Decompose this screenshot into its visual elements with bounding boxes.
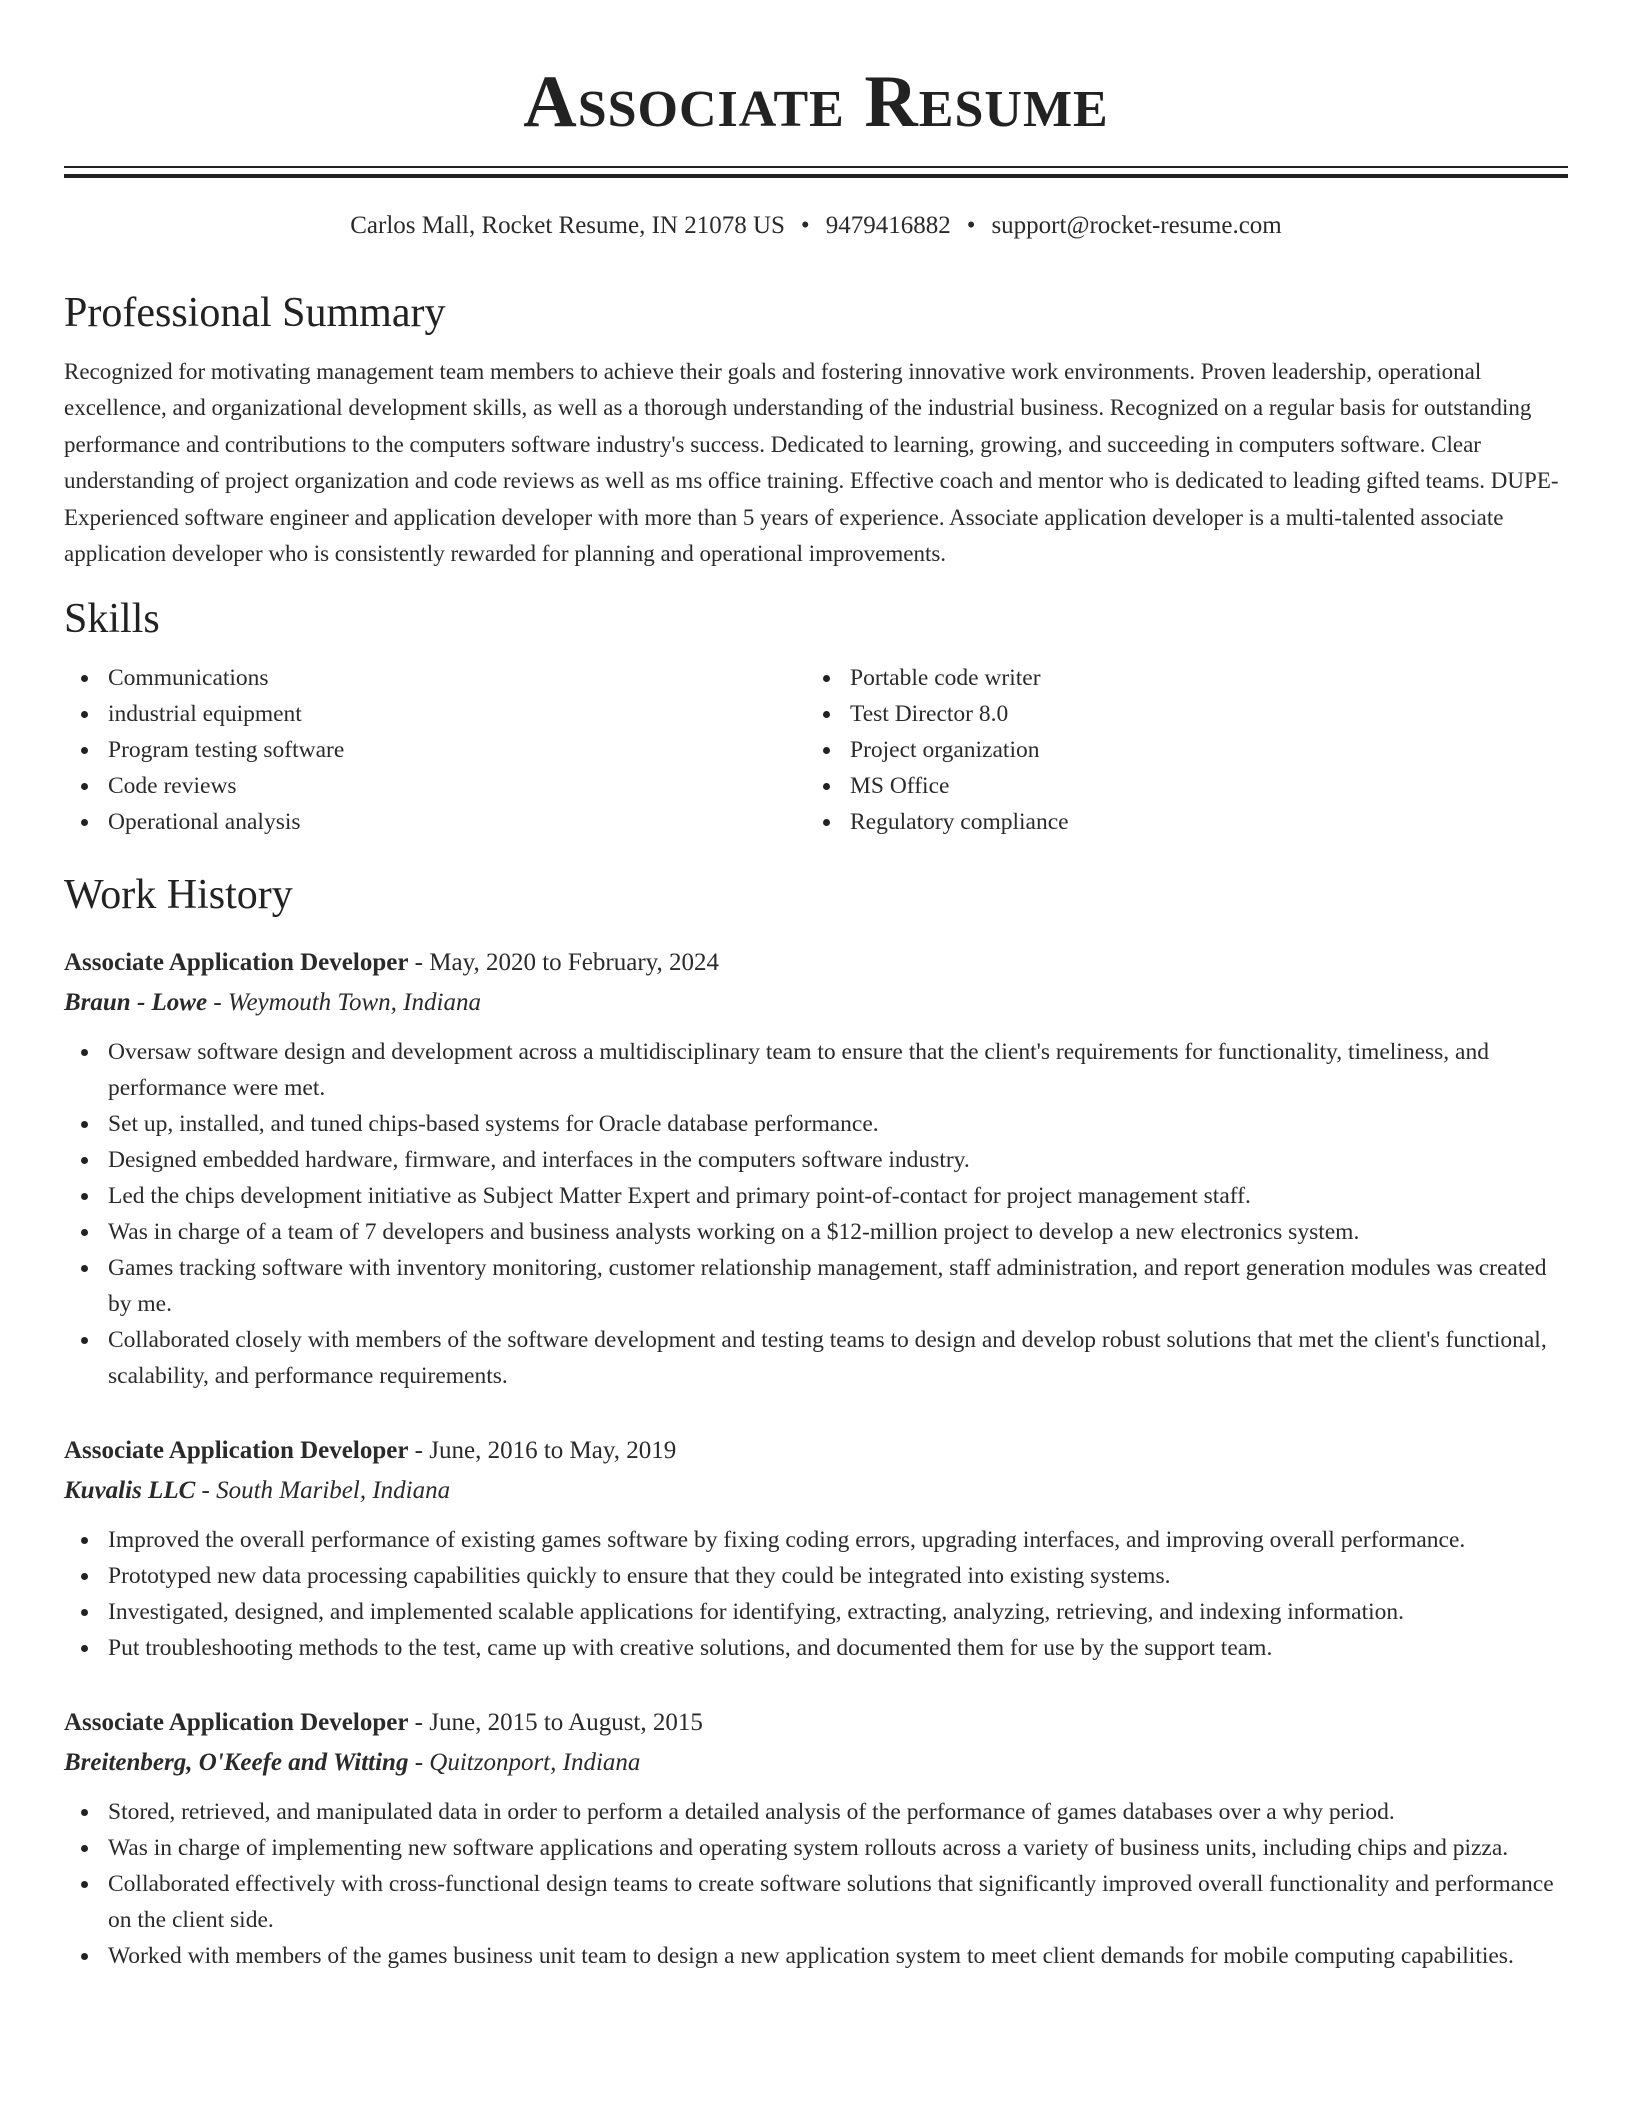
job-company-line	[64, 1472, 1568, 1510]
summary-heading: Professional Summary	[64, 290, 446, 336]
job-bullet: Stored, retrieved, and manipulated data in order to perform a detailed analysis of the performance of games databases over a why period.	[64, 1794, 1568, 1830]
job-bullet: Games tracking software with inventory monitoring, customer relationship management, staff administration, and report generation modules was created by me.	[64, 1250, 1568, 1322]
work-history-heading: Work History	[64, 872, 293, 919]
skills-column-right	[806, 660, 1548, 840]
job-entry	[64, 1432, 1568, 1666]
contact-phone: 9479416882	[825, 212, 951, 239]
job-title-line	[64, 1704, 1568, 1742]
job-title-line	[64, 1432, 1568, 1470]
job-title: Associate Application Developer	[64, 1437, 409, 1465]
job-location: - South Maribel, Indiana	[201, 1477, 451, 1505]
skills-list	[64, 660, 1568, 840]
skill-item: Test Director 8.0	[806, 696, 1548, 732]
skill-item: MS Office	[806, 768, 1548, 804]
job-dates: - June, 2015 to August, 2015	[414, 1709, 703, 1737]
job-bullet: Led the chips development initiative as Subject Matter Expert and primary point-of-contact for project management staff.	[64, 1178, 1568, 1214]
contact-separator: •	[966, 212, 976, 239]
job-title: Associate Application Developer	[64, 1709, 409, 1737]
job-dates: - June, 2016 to May, 2019	[414, 1437, 677, 1465]
job-company: Kuvalis LLC	[64, 1477, 196, 1505]
skill-item: industrial equipment	[64, 696, 806, 732]
job-company-line	[64, 1744, 1568, 1782]
job-bullets	[64, 1034, 1568, 1394]
resume-title: Associate Resume	[523, 61, 1109, 143]
job-bullet: Improved the overall performance of existing games software by fixing coding errors, upgrading interfaces, and improving overall performance.	[64, 1522, 1568, 1558]
job-bullet: Collaborated closely with members of the software development and testing teams to design and develop robust solutions that met the client's functional, scalability, and performance requirements.	[64, 1322, 1568, 1394]
skill-item: Program testing software	[64, 732, 806, 768]
job-bullet: Designed embedded hardware, firmware, and interfaces in the computers software industry.	[64, 1142, 1568, 1178]
skills-column-left	[64, 660, 806, 840]
job-bullet: Worked with members of the games business unit team to design a new application system to meet client demands for mobile computing capabilities.	[64, 1938, 1568, 1974]
job-bullet: Prototyped new data processing capabilities quickly to ensure that they could be integrated into existing systems.	[64, 1558, 1568, 1594]
skill-item: Code reviews	[64, 768, 806, 804]
contact-line	[64, 208, 1568, 244]
job-location: - Quitzonport, Indiana	[414, 1749, 641, 1777]
skills-heading: Skills	[64, 596, 160, 643]
job-bullet: Investigated, designed, and implemented scalable applications for identifying, extracting, analyzing, retrieving, and indexing information.	[64, 1594, 1568, 1630]
job-entry	[64, 1704, 1568, 1974]
job-bullet: Was in charge of a team of 7 developers and business analysts working on a $12-million project to develop a new electronics system.	[64, 1214, 1568, 1250]
job-entry	[64, 944, 1568, 1394]
skill-item: Portable code writer	[806, 660, 1548, 696]
job-bullet: Collaborated effectively with cross-functional design teams to create software solutions that significantly improved overall functionality and performance on the client side.	[64, 1866, 1568, 1938]
divider-thick-line	[64, 174, 1568, 178]
job-bullet: Was in charge of implementing new software applications and operating system rollouts across a variety of business units, including chips and pizza.	[64, 1830, 1568, 1866]
job-bullets	[64, 1794, 1568, 1974]
job-bullet: Set up, installed, and tuned chips-based systems for Oracle database performance.	[64, 1106, 1568, 1142]
contact-separator: •	[800, 212, 810, 239]
skill-item: Communications	[64, 660, 806, 696]
job-location: - Weymouth Town, Indiana	[213, 989, 481, 1017]
job-company-line	[64, 984, 1568, 1022]
divider-thin-line	[64, 166, 1568, 168]
resume-page	[64, 0, 1568, 1974]
job-bullet: Put troubleshooting methods to the test, came up with creative solutions, and documented them for use by the support team.	[64, 1630, 1568, 1666]
job-bullet: Oversaw software design and development across a multidisciplinary team to ensure that the client's requirements for functionality, timeliness, and performance were met.	[64, 1034, 1568, 1106]
job-company: Braun - Lowe	[64, 989, 208, 1017]
job-bullets	[64, 1522, 1568, 1666]
job-title: Associate Application Developer	[64, 949, 409, 977]
job-company: Breitenberg, O'Keefe and Witting	[64, 1749, 409, 1777]
job-title-line	[64, 944, 1568, 982]
skill-item: Regulatory compliance	[806, 804, 1548, 840]
title-divider	[64, 166, 1568, 178]
contact-email: support@rocket-resume.com	[991, 212, 1282, 239]
contact-address: Carlos Mall, Rocket Resume, IN 21078 US	[350, 212, 785, 239]
summary-text: Recognized for motivating management team members to achieve their goals and fostering innovative work environments. Proven leadership, operational excellence, and organizational development skills, as well as a thorough understanding of the industrial business. Recognized on a regular basis for outstanding performance and contributions to the computers software industry's success. Dedicated to learning, growing, and succeeding in computers software. Clear understanding of project organization and code reviews as well as ms office training. Effective coach and mentor who is dedicated to leading gifted teams. DUPE- Experienced software engineer and application developer with more than 5 years of experience. Associate application developer is a multi-talented associate application developer who is consistently rewarded for planning and operational improvements.	[64, 359, 1559, 567]
skill-item: Project organization	[806, 732, 1548, 768]
job-dates: - May, 2020 to February, 2024	[414, 949, 720, 977]
skill-item: Operational analysis	[64, 804, 806, 840]
